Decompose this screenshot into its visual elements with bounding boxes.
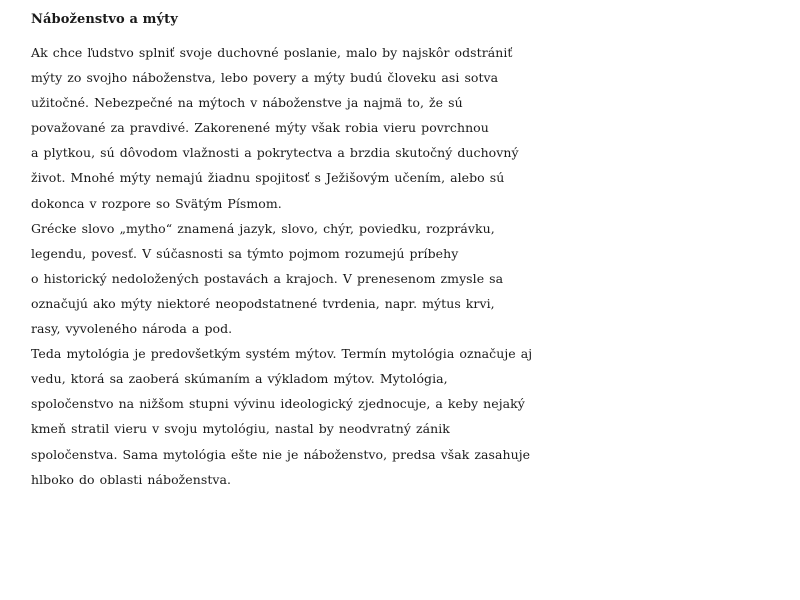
document-title: Náboženstvo a mýty <box>31 12 178 27</box>
text-line: označujú ako mýty niektoré neopodstatnené tvrdenia, napr. mýtus krvi, <box>31 295 495 311</box>
text-line: legendu, povesť. V súčasnosti sa týmto pojmom rozumejú príbehy <box>31 245 459 261</box>
document-page <box>31 10 591 492</box>
text-line: mýty zo svojho náboženstva, lebo povery a mýty budú človeku asi sotva <box>31 70 499 86</box>
text-line: považované za pravdivé. Zakorenené mýty však robia vieru povrchnou <box>31 120 489 136</box>
text-line: kmeň stratil vieru v svoju mytológiu, nastal by neodvratný zánik <box>31 421 450 437</box>
text-line: hlboko do oblasti náboženstva. <box>31 471 232 487</box>
text-line: dokonca v rozpore so Svätým Písmom. <box>31 195 282 211</box>
text-line: Ak chce ľudstvo splniť svoje duchovné poslanie, malo by najskôr odstrániť <box>31 45 513 60</box>
text-line: spoločenstva. Sama mytológia ešte nie je náboženstvo, predsa však zasahuje <box>31 446 531 462</box>
text-line: vedu, ktorá sa zaoberá skúmaním a výkladom mýtov. Mytológia, <box>31 371 448 387</box>
text-line: spoločenstvo na nižšom stupni vývinu ideologický zjednocuje, a keby nejaký <box>31 396 525 412</box>
text-line: život. Mnohé mýty nemajú žiadnu spojitosť s Ježišovým učením, alebo sú <box>31 170 505 186</box>
text-line: Teda mytológia je predovšetkým systém mýtov. Termín mytológia označuje aj <box>31 346 533 362</box>
text-line: a plytkou, sú dôvodom vlažnosti a pokrytectva a brzdia skutočný duchovný <box>31 145 519 161</box>
document-body <box>31 40 591 492</box>
text-line: užitočné. Nebezpečné na mýtoch v náboženstve ja najmä to, že sú <box>31 95 463 111</box>
text-line: o historický nedoložených postavách a krajoch. V prenesenom zmysle sa <box>31 270 504 286</box>
text-line: rasy, vyvoleného národa a pod. <box>31 321 233 337</box>
text-line: Grécke slovo „mytho“ znamená jazyk, slovo, chýr, poviedku, rozprávku, <box>31 220 495 236</box>
